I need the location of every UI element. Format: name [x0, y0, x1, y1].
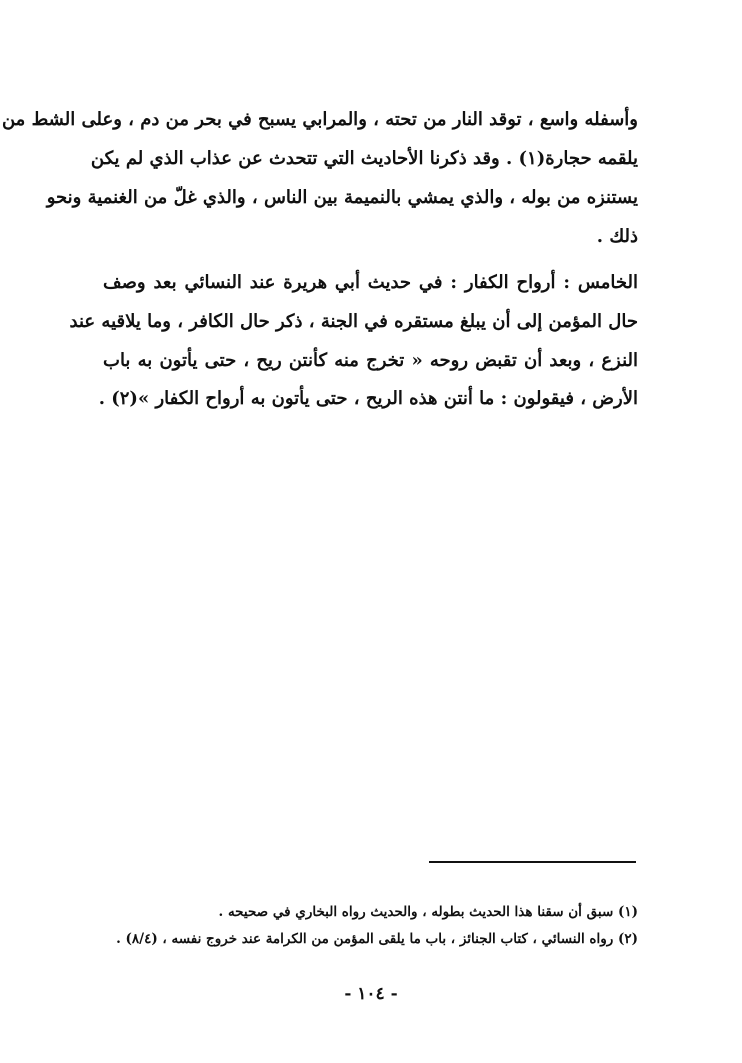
body-line: حال المؤمن إلى أن يبلغ مستقره في الجنة ، ذكر حال الكافر ، وما يلاقيه عند	[69, 311, 638, 332]
body-line: يستنزه من بوله ، والذي يمشي بالنميمة بين الناس ، والذي غلّ من الغنمية ونحو	[46, 187, 638, 208]
footnote: (٢) رواه النسائي ، كتاب الجنائز ، باب ما يلقى المؤمن من الكرامة عند خروج نفسه ، (٨/٤) .	[116, 931, 638, 947]
body-line: الأرض ، فيقولون : ما أنتن هذه الريح ، حتى يأتون به أرواح الكفار »(٢) .	[98, 388, 638, 409]
footnote: (١) سبق أن سقنا هذا الحديث بطوله ، والحديث رواه البخاري في صحيحه .	[218, 904, 638, 920]
body-line: ذلك .	[596, 226, 638, 247]
body-line: وأسفله واسع ، توقد النار من تحته ، والمرابي يسبح في بحر من دم ، وعلى الشط من	[1, 109, 638, 130]
footnote-separator	[429, 861, 636, 863]
body-line: يلقمه حجارة(١) . وقد ذكرنا الأحاديث التي تتحدث عن عذاب الذي لم يكن	[90, 148, 638, 169]
body-line: الخامس : أرواح الكفار : في حديث أبي هريرة عند النسائي بعد وصف	[103, 272, 638, 293]
page-number: - ١٠٤ -	[344, 984, 398, 1004]
body-line: النزع ، وبعد أن تقبض روحه « تخرج منه كأنتن ريح ، حتى يأتون به باب	[103, 350, 638, 371]
